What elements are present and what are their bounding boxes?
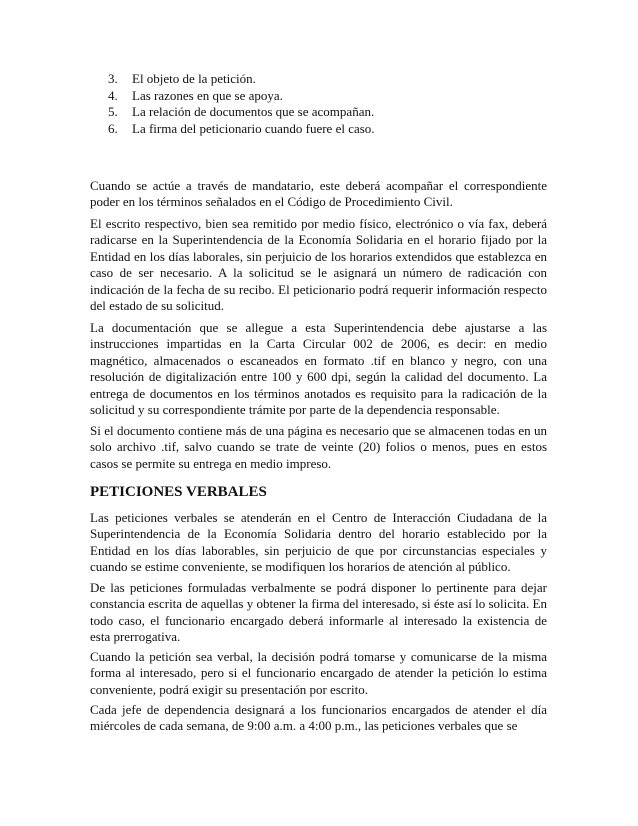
list-item-text: Las razones en que se apoya. xyxy=(132,87,283,103)
paragraph-documentacion: La documentación que se allegue a esta Superintendencia debe ajustarse a las instrucciones impartidas en la Carta Circular 002 de 2006, es decir: en medio magnético, almacenados o escaneados en formato .tif en blanco y negro, con una resolución de digitalización entre 100 y 600 dpi, según la calidad del documento. La entrega de documentos en los términos anotados es requisito para la radicación de la solicitud y su correspondiente trámite por parte de la dependencia responsable. xyxy=(90,320,547,418)
list-item-number: 6. xyxy=(108,120,118,136)
paragraph-escrito: El escrito respectivo, bien sea remitido por medio físico, electrónico o vía fax, deberá radicarse en la Superintendencia de la Economía Solidaria en el horario fijado por la Entidad en los días laborales, sin perjuicio de los horarios extendidos que establezca en caso de ser necesario. A la solicitud se le asignará un número de radicación con indicación de la fecha de su recibo. El peticionario podrá requerir información respecto del estado de su solicitud. xyxy=(90,216,547,314)
list-item-text: La firma del peticionario cuando fuere el caso. xyxy=(132,120,375,136)
paragraph-decision: Cuando la petición sea verbal, la decisión podrá tomarse y comunicarse de la misma forma al interesado, pero si el funcionario encargado de atender la petición lo estima conveniente, podrá exigir su presentación por escrito. xyxy=(90,649,547,697)
list-item xyxy=(90,71,550,88)
requirements-list xyxy=(90,71,550,137)
list-item-number: 5. xyxy=(108,104,118,119)
paragraph-peticiones-verbales: Las peticiones verbales se atenderán en el Centro de Interacción Ciudadana de la Superintendencia de la Economía Solidaria dentro del horario establecido por la Entidad en los días laborables, sin perjuicio de que por circunstancias especiales y cuando se estime conveniente, se modifiquen los horarios de atención al público. xyxy=(90,510,547,575)
paragraph-jefe-dependencia: Cada jefe de dependencia designará a los funcionarios encargados de atender el día miércoles de cada semana, de 9:00 a.m. a 4:00 p.m., las peticiones verbales que se xyxy=(90,702,547,734)
paragraph-mandatario: Cuando se actúe a través de mandatario, este deberá acompañar el correspondiente poder en los términos señalados en el Código de Procedimiento Civil. xyxy=(90,178,547,210)
list-item-text: El objeto de la petición. xyxy=(132,71,256,86)
list-item xyxy=(90,121,550,138)
list-item-text: La relación de documentos que se acompañan. xyxy=(132,104,375,119)
paragraph-archivo-tif: Si el documento contiene más de una página es necesario que se almacenen todas en un solo archivo .tif, salvo cuando se trate de veinte (20) folios o menos, pues en estos casos se permite su entrega en medio impreso. xyxy=(90,423,547,471)
paragraph-constancia: De las peticiones formuladas verbalmente se podrá disponer lo pertinente para dejar constancia escrita de aquellas y obtener la firma del interesado, si éste así lo solicita. En todo caso, el funcionario encargado deberá informarle al interesado la existencia de esta prerrogativa. xyxy=(90,580,547,645)
list-item xyxy=(90,104,550,121)
section-heading: PETICIONES VERBALES xyxy=(90,484,267,500)
list-item-number: 3. xyxy=(108,71,118,86)
list-item-number: 4. xyxy=(108,87,118,103)
list-item xyxy=(90,88,550,105)
